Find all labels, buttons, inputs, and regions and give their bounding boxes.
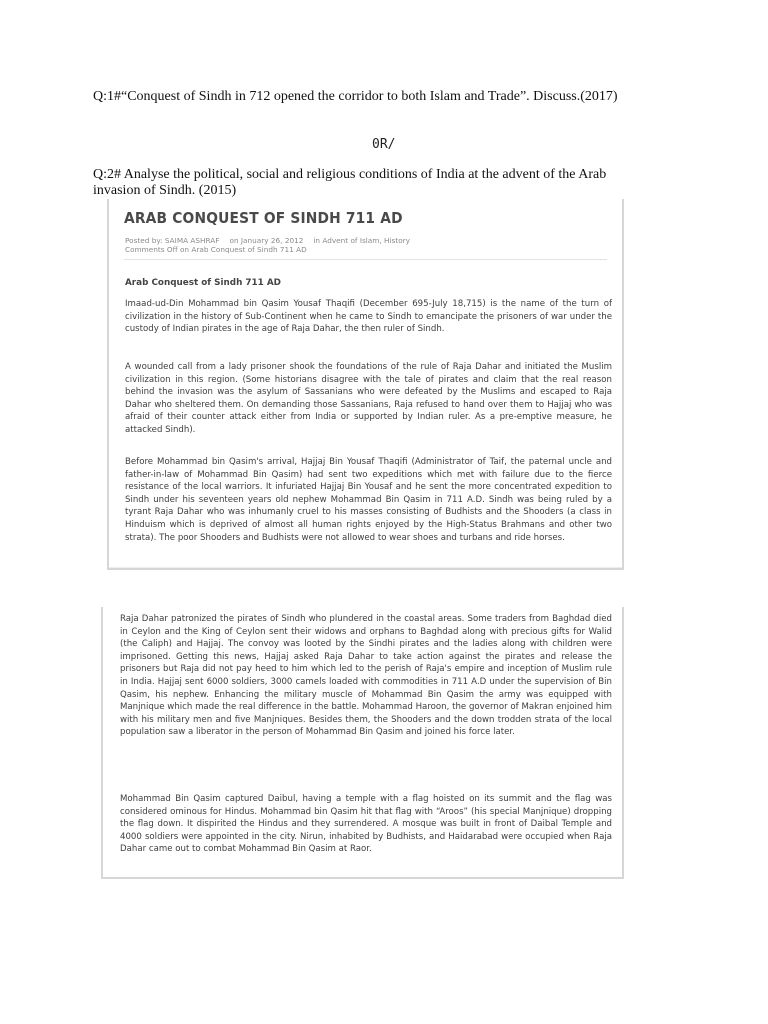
title-divider — [124, 259, 607, 260]
post-category: in Advent of Islam, History — [313, 236, 410, 245]
comments-status: Comments Off on Arab Conquest of Sindh 711 AD — [125, 245, 307, 254]
paragraph-4: Raja Dahar patronized the pirates of Sindh who plundered in the coastal areas. Some traders from Baghdad died in Ceylon and the King of Ceylon sent their widows and orphans to Baghdad along with precious gifts for Walid (the Caliph) and Hajjaj. The convoy was looted by the Sindhi pirates and the ladies along with children were imprisoned. Getting this news, Hajjaj asked Raja Dahar to take action against the pirates and release the prisoners but Raja did not pay heed to him which led to the perish of Raja's empire and inception of Muslim rule in India. Hajjaj sent 6000 soldiers, 3000 camels loaded with commodities in 711 A.D under the supervision of Bin Qasim, his nephew. Enhancing the military muscle of Mohammad Bin Qasim the army was equipped with Manjnique which made the real difference in the battle. Mohammad Haroon, the governor of Makran enjoined him with his military men and five Manjniques. Besides them, the Shooders and the down trodden strata of the local population saw a liberator in the person of Mohammad Bin Qasim and joined his force later. — [120, 614, 612, 738]
posted-by: Posted by: SAIMA ASHRAF — [125, 236, 220, 245]
paragraph-2: A wounded call from a lady prisoner shook the foundations of the rule of Raja Dahar and initiated the Muslim civilization in this region. (Some historians disagree with the tale of pirates and claim that the real reason behind the invasion was the asylum of Sassanians who were defeated by the Muslims and escaped to Raja Dahar who sheltered them. On demanding those Sassanians, Raja refused to hand over them to Hajjaj who was afraid of their counter attack either from India or supported by Indian ruler. As a pre-emptive measure, he attacked Sindh). — [125, 362, 612, 435]
article-screenshot-top — [107, 199, 624, 570]
posted-date: on January 26, 2012 — [229, 236, 304, 245]
article-screenshot-bottom — [101, 607, 624, 879]
question-1: Q:1#“Conquest of Sindh in 712 opened the corridor to both Islam and Trade”. Discuss.(2017) — [93, 89, 618, 104]
article-subheading: Arab Conquest of Sindh 711 AD — [125, 278, 281, 288]
paragraph-3: Before Mohammad bin Qasim's arrival, Hajjaj Bin Yousaf Thaqifi (Administrator of Taif, the paternal uncle and father-in-law of Mohammad Bin Qasim) had sent two expeditions which met with failure due to the fierce resistance of the local warriors. It infuriated Hajjaj Bin Yousaf and he sent the more concentrated expedition to Sindh under his seventeen years old nephew Mohammad Bin Qasim in 711 A.D. Sindh was being ruled by a tyrant Raja Dahar who was inhumanly cruel to his masses consisting of Budhists and the Shooders (a class in Hinduism which is deprived of almost all human rights enjoyed by the High-Status Brahmans and other two strata). The poor Shooders and Budhists were not allowed to wear shoes and turbans and ride horses. — [125, 457, 612, 543]
post-meta — [125, 236, 410, 254]
paragraph-1: Imaad-ud-Din Mohammad bin Qasim Yousaf Thaqifi (December 695-July 18,715) is the name of the turn of civilization in the history of Sub-Continent when he came to Sindh to emancipate the prisoners of war under the custody of Indian pirates in the age of Raja Dahar, the then ruler of Sindh. — [125, 299, 612, 335]
question-2: Q:2# Analyse the political, social and religious conditions of India at the advent of the Arab invasion of Sindh. (2015) — [93, 167, 607, 198]
paragraph-5: Mohammad Bin Qasim captured Daibul, having a temple with a flag hoisted on its summit and the flag was considered ominous for Hindus. Mohammad bin Qasim hit that flag with “Aroos” (his special Manjnique) dropping the flag down. It dispirited the Hindus and they surrendered. A mosque was built in front of Daibal Temple and 4000 soldiers were appointed in the city. Nirun, inhabited by Budhists, and Haidarabad were occupied when Raja Dahar came out to combat Mohammad Bin Qasim at Raor. — [120, 794, 612, 855]
article-title: ARAB CONQUEST OF SINDH 711 AD — [124, 209, 403, 227]
or-separator: 0R/ — [372, 137, 396, 152]
